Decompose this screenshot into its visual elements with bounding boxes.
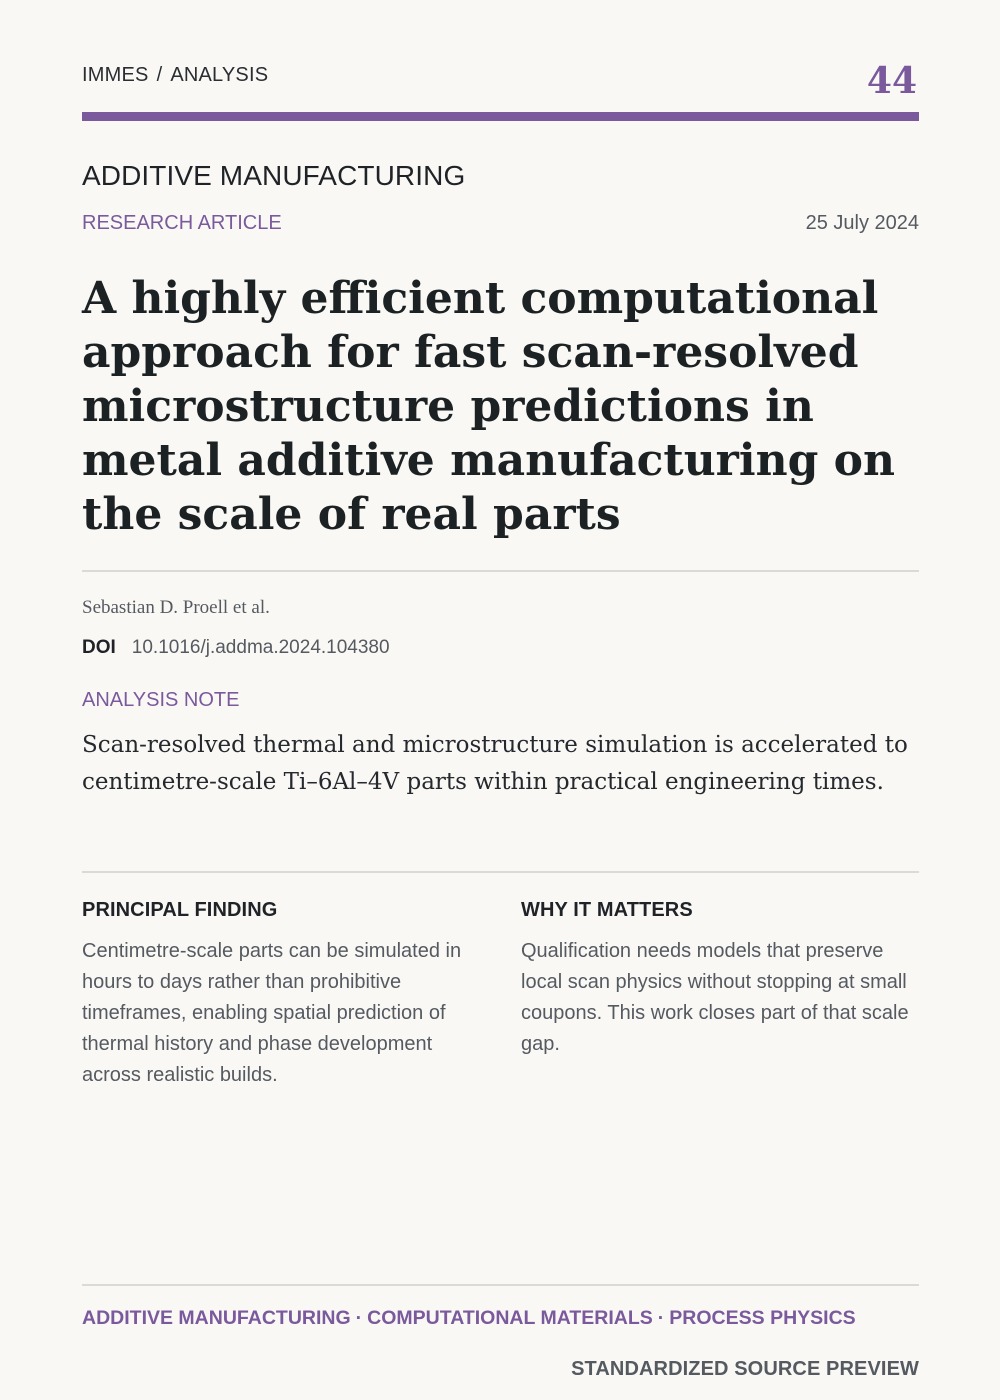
- topic-tag[interactable]: COMPUTATIONAL MATERIALS: [367, 1307, 653, 1329]
- topic-tags: [82, 1307, 856, 1330]
- why-it-matters-column: [521, 899, 919, 1060]
- article-authors: Sebastian D. Proell et al.: [82, 597, 270, 618]
- article-title: A highly efficient computational approach for fast scan-resolved microstructure predictions in metal additive manufacturing on the scale of real parts: [82, 273, 895, 540]
- article-type: RESEARCH ARTICLE: [82, 212, 282, 234]
- divider: [82, 871, 919, 873]
- column-text: Qualification needs models that preserve local scan physics without stopping at small coupons. This work closes part of that scale gap.: [521, 940, 909, 1055]
- article-category: ADDITIVE MANUFACTURING: [82, 160, 466, 191]
- topic-tag[interactable]: PROCESS PHYSICS: [669, 1307, 856, 1329]
- principal-finding-column: [82, 899, 480, 1091]
- page-number: 44: [866, 60, 917, 102]
- breadcrumb-separator: /: [156, 64, 163, 86]
- analysis-note-text: Scan-resolved thermal and microstructure simulation is accelerated to centimetre-scale Ti–6Al–4V parts within practical engineering times.: [82, 732, 908, 795]
- divider: [82, 1284, 919, 1286]
- tag-separator: ·: [657, 1307, 665, 1329]
- tag-separator: ·: [355, 1307, 363, 1329]
- divider: [82, 570, 919, 572]
- doi-link[interactable]: 10.1016/j.addma.2024.104380: [131, 637, 390, 658]
- column-heading: PRINCIPAL FINDING: [82, 899, 278, 921]
- column-text: Centimetre-scale parts can be simulated in hours to days rather than prohibitive timeframes, enabling spatial prediction of thermal history and phase development across realistic builds.: [82, 940, 462, 1086]
- article-page: [82, 0, 919, 1400]
- footer-note: STANDARDIZED SOURCE PREVIEW: [571, 1358, 919, 1380]
- publication-date: 25 July 2024: [805, 212, 919, 234]
- breadcrumb-journal[interactable]: IMMES: [82, 64, 149, 86]
- breadcrumb: [82, 64, 268, 87]
- topic-tag[interactable]: ADDITIVE MANUFACTURING: [82, 1307, 351, 1329]
- analysis-note-label: ANALYSIS NOTE: [82, 689, 240, 711]
- breadcrumb-section[interactable]: ANALYSIS: [170, 64, 269, 86]
- header-accent-rule: [82, 112, 919, 121]
- column-heading: WHY IT MATTERS: [521, 899, 693, 921]
- doi-row: [82, 637, 390, 659]
- top-bar: [82, 62, 919, 102]
- doi-label: DOI: [82, 637, 116, 658]
